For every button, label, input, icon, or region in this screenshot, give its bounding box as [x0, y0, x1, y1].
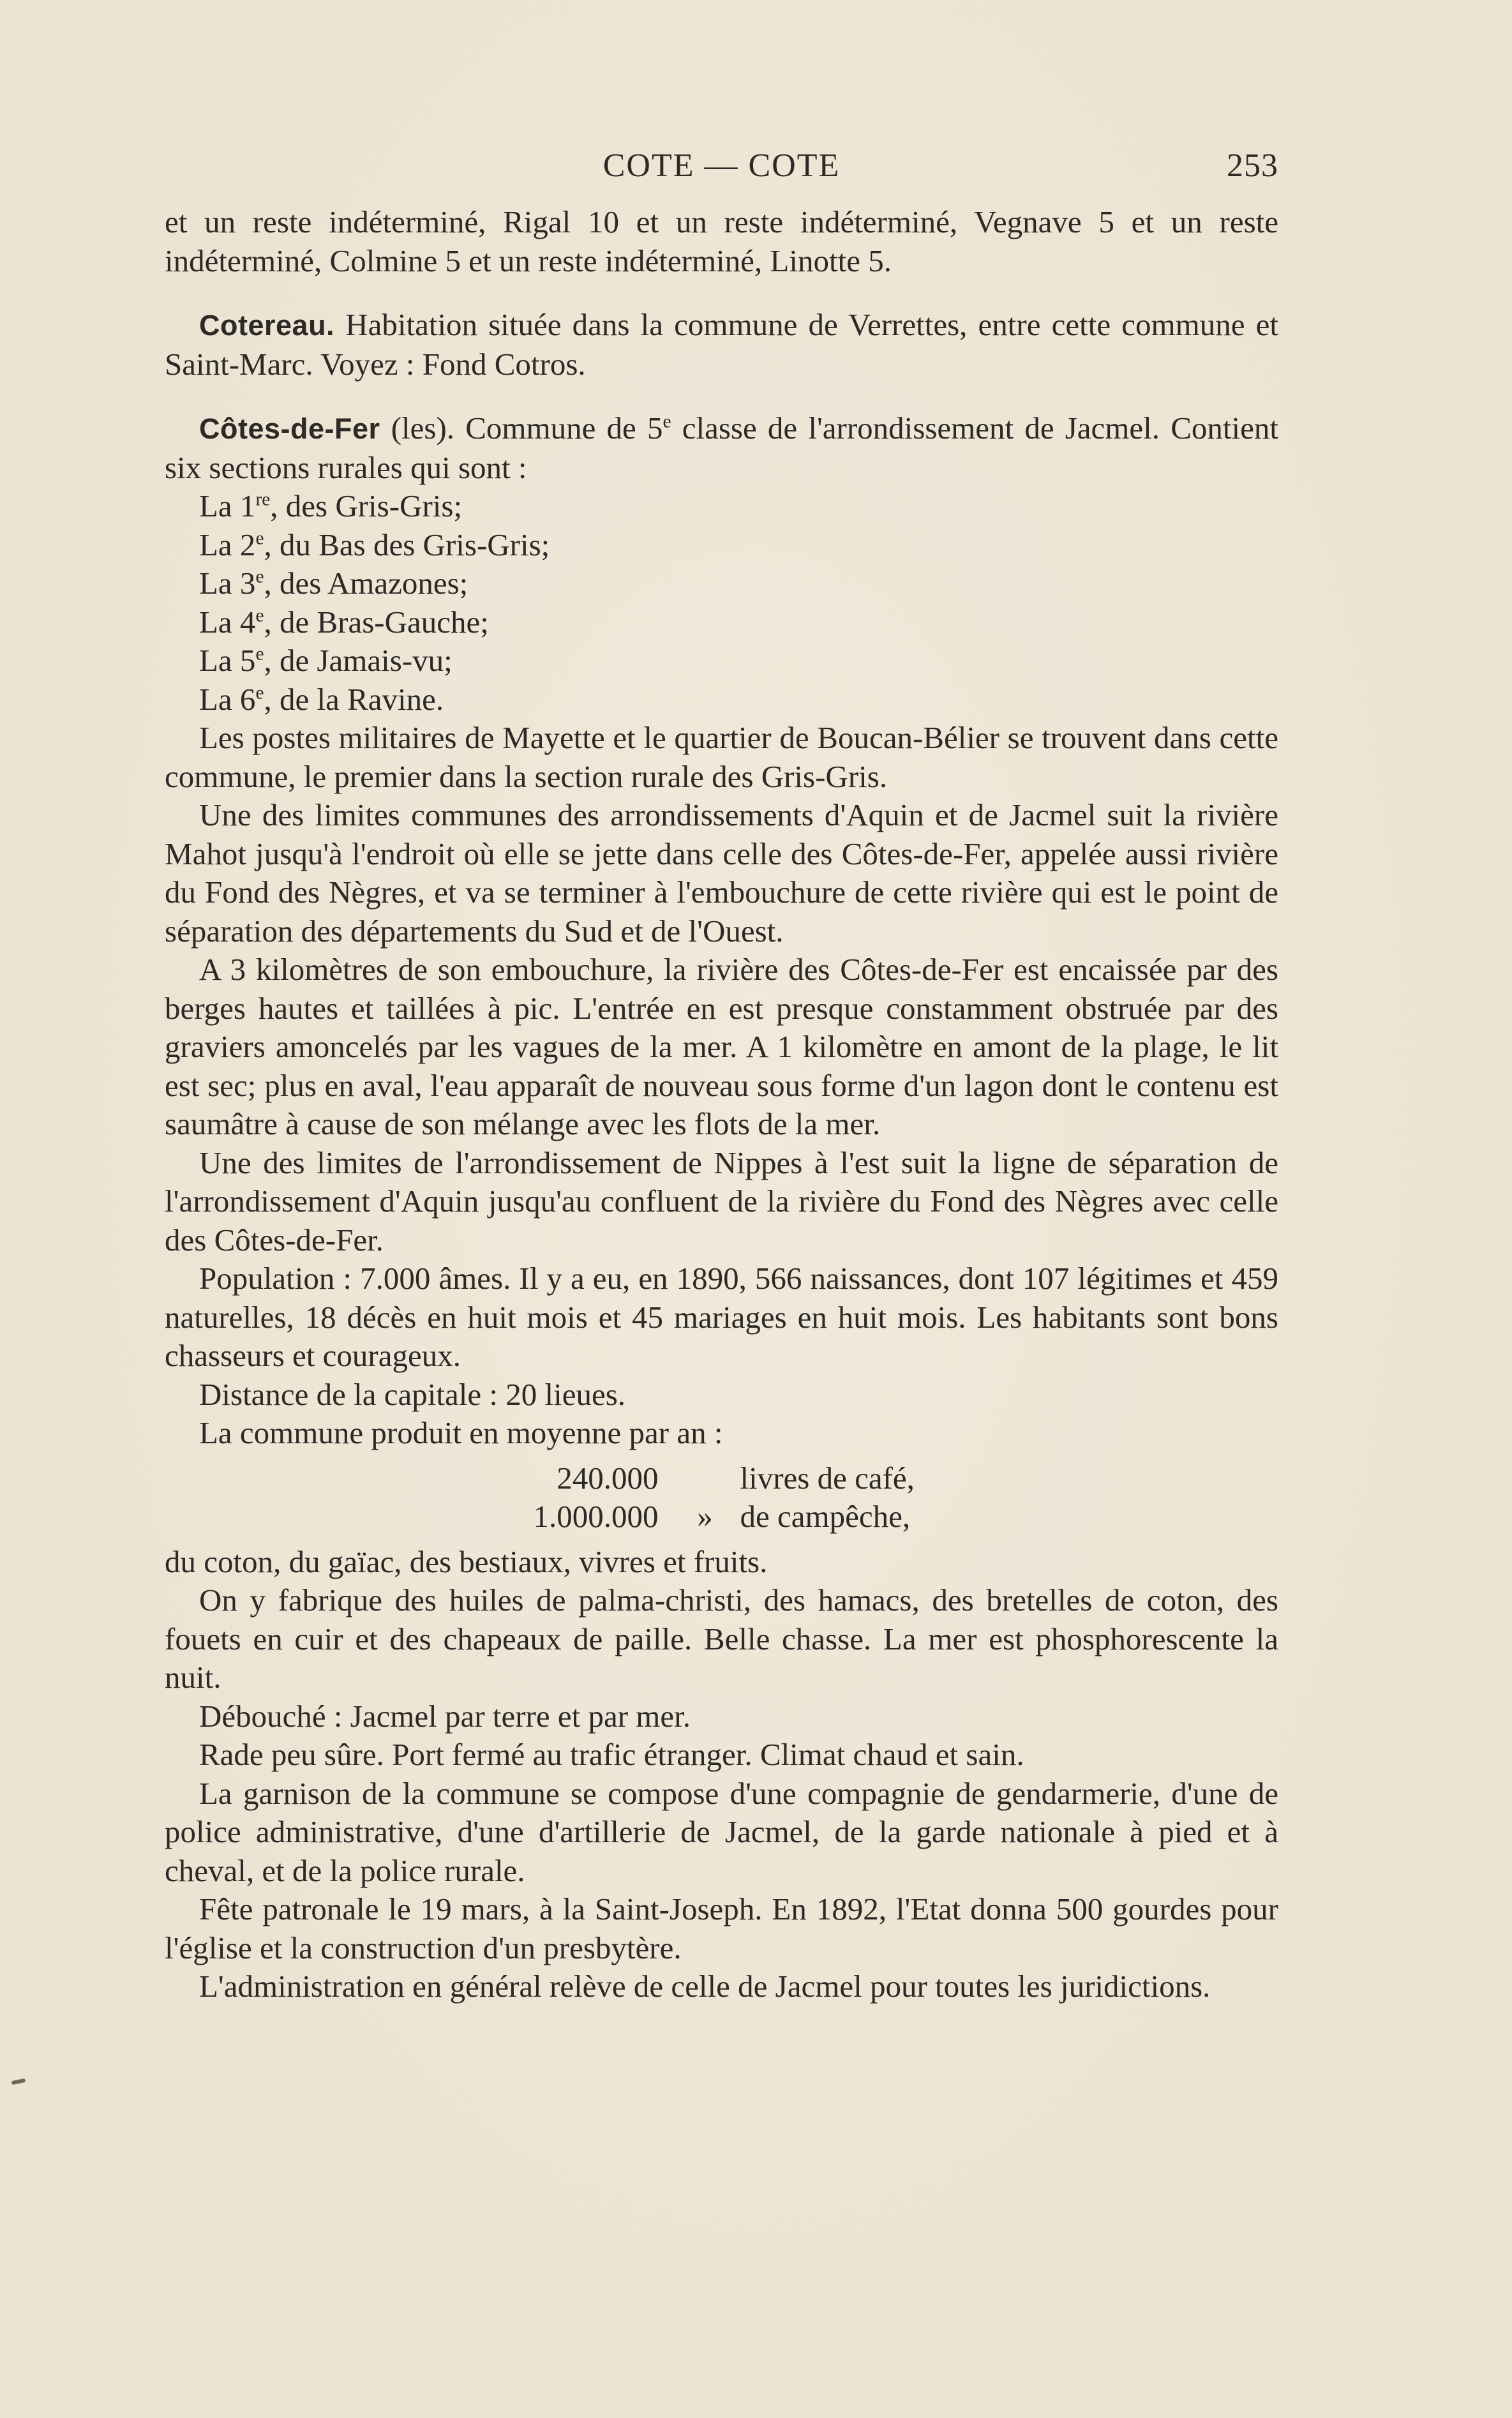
paragraph: La commune produit en moyenne par an :	[199, 1415, 723, 1450]
entry-head-cotereau: Cotereau.	[199, 309, 335, 342]
entry-cotes-de-fer	[165, 409, 1278, 487]
paragraph: Distance de la capitale : 20 lieues.	[199, 1376, 626, 1412]
paragraph: Une des limites communes des arrondissements d'Aquin et de Jacmel suit la rivière Mahot jusqu'à l'endroit où elle se jette dans celle des Côtes-de-Fer, appelée aussi rivière du Fond des Nègres, et va se terminer à l'embouchure de cette rivière qui est le point de séparation des départements du Sud et de l'Ouest.	[165, 797, 1278, 949]
paragraph: Fête patronale le 19 mars, à la Saint-Joseph. En 1892, l'Etat donna 500 gourdes pour l'église et la construction d'un presbytère.	[165, 1891, 1278, 1965]
produce-item: livres de café,	[740, 1460, 915, 1496]
list-item: La 2e, du Bas des Gris-Gris;	[199, 527, 550, 562]
page-number: 253	[1227, 147, 1278, 184]
list-item: La 5e, de Jamais-vu;	[199, 643, 453, 678]
paragraph: Une des limites de l'arrondissement de Nippes à l'est suit la ligne de séparation de l'arrondissement d'Aquin jusqu'au confluent de la rivière du Fond des Nègres avec celle des Côtes-de-Fer.	[165, 1145, 1278, 1258]
body-text	[165, 203, 1278, 2006]
produce-item: de campêche,	[740, 1499, 911, 1534]
produce-tail: du coton, du gaïac, des bestiaux, vivres et fruits.	[165, 1543, 768, 1579]
produce-qty: 1.000.000	[533, 1499, 659, 1534]
paragraph: Débouché : Jacmel par terre et par mer.	[199, 1698, 691, 1734]
produce-row	[165, 1498, 1278, 1536]
entry-cotereau	[165, 306, 1278, 384]
produce-row	[165, 1459, 1278, 1498]
continuation-paragraph: et un reste indéterminé, Rigal 10 et un reste indéterminé, Vegnave 5 et un reste indéterminé, Colmine 5 et un reste indéterminé, Linotte 5.	[165, 204, 1278, 278]
paragraph: Les postes militaires de Mayette et le quartier de Boucan-Bélier se trouvent dans cette commune, le premier dans la section rurale des Gris-Gris.	[165, 720, 1278, 794]
list-item: La 4e, de Bras-Gauche;	[199, 604, 489, 640]
running-head: COTE — COTE	[603, 147, 841, 184]
entry-intro-cotes-de-fer: (les). Commune de 5e classe de l'arrondissement de Jacmel. Contient six sections rurales qui sont :	[165, 410, 1278, 485]
paragraph: La garnison de la commune se compose d'une compagnie de gendarmerie, d'une de police administrative, d'une d'artillerie de Jacmel, de la garde nationale à pied et à cheval, et de la police rurale.	[165, 1775, 1278, 1888]
list-item: La 3e, des Amazones;	[199, 566, 468, 601]
list-item: La 6e, de la Ravine.	[199, 681, 444, 717]
page-header	[165, 142, 1278, 193]
produce-ditto	[670, 1459, 740, 1498]
entry-text-cotereau: Habitation située dans la commune de Verrettes, entre cette commune et Saint-Marc. Voyez : Fond Cotros.	[165, 307, 1278, 382]
produce-table	[165, 1459, 1278, 1536]
margin-mark	[11, 2078, 26, 2085]
produce-qty: 240.000	[557, 1460, 659, 1496]
entry-head-cotes-de-fer: Côtes-de-Fer	[199, 412, 380, 445]
paragraph: A 3 kilomètres de son embouchure, la rivière des Côtes-de-Fer est encaissée par des berges hautes et taillées à pic. L'entrée en est presque constamment obstruée par des graviers amoncelés par les vagues de la mer. A 1 kilomètre en amont de la plage, le lit est sec; plus en aval, l'eau apparaît de nouveau sous forme d'un lagon dont le contenu est saumâtre à cause de son mélange avec les flots de la mer.	[165, 952, 1278, 1141]
paragraph: L'administration en général relève de celle de Jacmel pour toutes les juridictions.	[199, 1969, 1211, 2004]
produce-ditto: »	[697, 1499, 713, 1534]
paragraph: Population : 7.000 âmes. Il y a eu, en 1890, 566 naissances, dont 107 légitimes et 459 naturelles, 18 décès en huit mois et 45 mariages en huit mois. Les habitants sont bons chasseurs et courageux.	[165, 1261, 1278, 1373]
paragraph: Rade peu sûre. Port fermé au trafic étranger. Climat chaud et sain.	[199, 1737, 1024, 1772]
list-item: La 1re, des Gris-Gris;	[199, 488, 463, 523]
paragraph: On y fabrique des huiles de palma-christi, des hamacs, des bretelles de coton, des fouets en cuir et des chapeaux de paille. Belle chasse. La mer est phosphorescente la nuit.	[165, 1582, 1278, 1695]
section-list	[165, 487, 1278, 719]
